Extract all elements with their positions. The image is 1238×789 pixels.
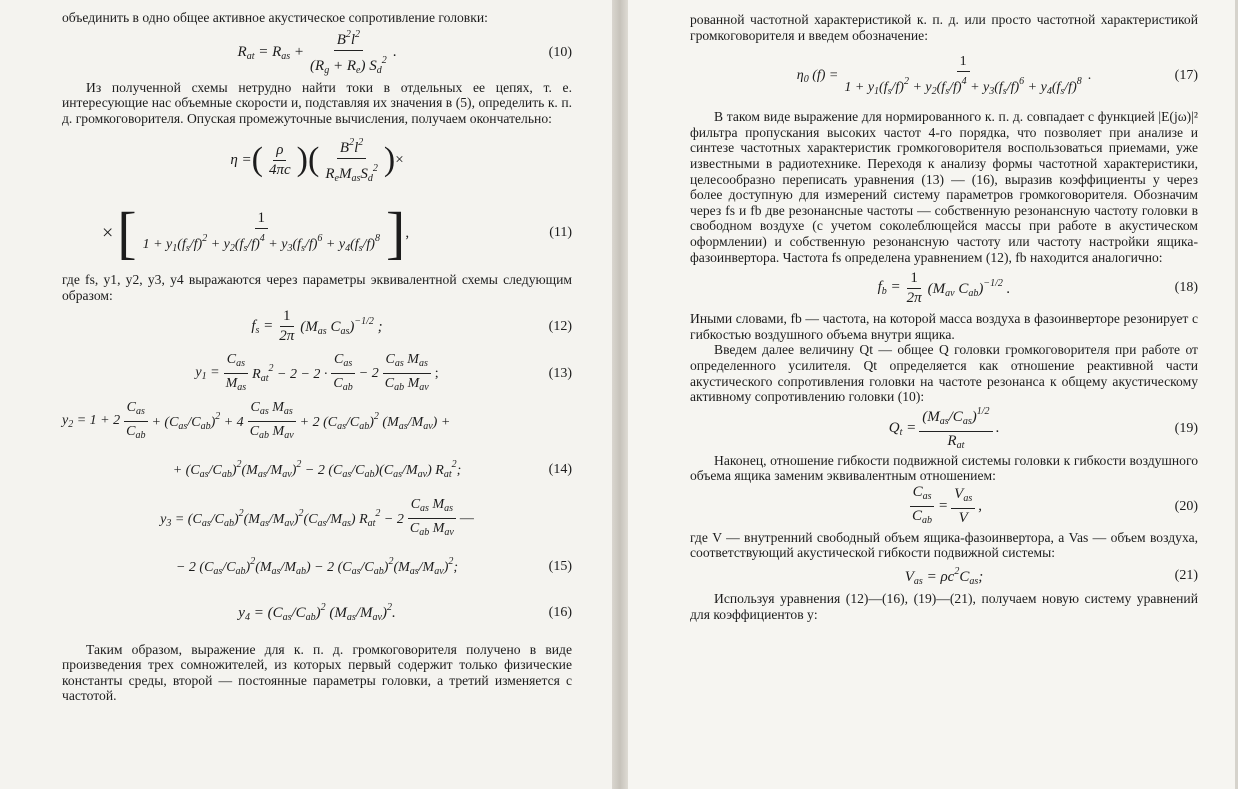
text-v: где V — внутренний свободный объем ящика-фазоинвертора, а Vas — объем воздуха, соответствующий акустической гибкости подвижной системы: <box>690 529 1198 561</box>
equation-21: $V_{as} = \rho c^2C_{as}$; (21) <box>904 565 1198 587</box>
eq19-number: (19) <box>1174 420 1198 436</box>
equation-20: $C_{as}$ $C_{ab}$ = $V_{as}$ V , (20) <box>690 484 1198 530</box>
eq21-number: (21) <box>1174 568 1198 584</box>
equation-15-part2: − 2 $(C_{as}/C_{ab})^2(M_{as}/M_{ab}) - 2$ $(C_{as}/C_{ab})^2(M_{as}/M_{av})^2$; (15) <box>175 556 572 578</box>
eq13-number: (13) <box>548 365 572 381</box>
text-conclusion: Таким образом, выражение для к. п. д. громкоговорителя получено в виде произведения трех сомножителей, из которых первый содержит только физические константы среды, второй — постоянные параметры головки, а третий изменяется с частотой. <box>62 641 572 704</box>
text-normalized: В таком виде выражение для нормированного к. п. д. совпадает с функцией |E(jω)|² фильтра пропускания высоких частот 4-го порядка, что позволяет при анализе и синтезе частотных характеристик громкоговорителя воспользоваться приемами, уже известными в радиотехнике. Переходя к анализу формы частотной характеристики, целесообразно переписать уравнения (13) — (16), выразив коэффициенты y через более доступную для измерений систему параметров громкоговорителя. Обозначим через fs и fb две резонансные частоты — собственную резонансную частоту головки в свободном воздухе (с учетом соколеблющейся массы при работе в акустическом оформлении) и собственную резонансную частоту или частоту настройки ящика-фазоинвертора. Частота fs определена уравнением (12), fb находится аналогично: <box>690 109 1198 265</box>
eq14-number: (14) <box>548 461 572 477</box>
equation-15-part1: $y_3 = (C_{as}/C_{ab})^2(M_{as}/M_{av})^2(C_{as}/M_{as}) R_{at}^2 - 2$ $C_{as}$ $M_{as}$ $C_{ab}$ $M_{av}$ — <box>160 497 474 539</box>
eq10-number: (10) <box>548 44 572 60</box>
equation-14-part1: $y_2 = 1 + 2$ $C_{as}$ $C_{ab}$ + $(C_{as}/C_{ab})^2 + 4$ $C_{as}$ $M_{as}$ $C_{ab}$ $M_{av}$ + 2 $(C_{as}/C_{ab})^2$ $(M_{as}/M_{av})$ + <box>62 400 451 442</box>
text-using: Используя уравнения (12)—(16), (19)—(21), получаем новую систему уравнений для коэффициентов y: <box>690 591 1198 622</box>
text-top: рованной частотной характеристикой к. п. д. или просто частотной характеристикой громкоговорителя и введем обозначение: <box>690 12 1198 43</box>
equation-10: $R_{at} = R_{as}$ + $\frac{B^2l^2}{(R_g + R_e) S_d^2}$ . (10) <box>62 26 572 80</box>
eq11-number: (11) <box>549 225 572 241</box>
book-gutter <box>612 0 628 789</box>
equation-19: $Q_t$ = $(M_{as}/C_{as})^{1/2}$ $R_{at}$ . (19) <box>690 405 1198 453</box>
eq15-number: (15) <box>548 558 572 574</box>
eq17-number: (17) <box>1174 68 1198 84</box>
eq12-number: (12) <box>548 318 572 334</box>
equation-16: $y_4 = (C_{as}/C_{ab})^2$ $(M_{as}/M_{av})^2$. (16) <box>238 602 572 624</box>
eq18-number: (18) <box>1174 280 1198 296</box>
text-after-10: Из полученной схемы нетрудно найти токи в отдельных ее цепях, т. е. интересующие нас объемные скорости и, подставляя их значения в (5), определить к. п. д. громкоговорителя. Опуская промежуточные вычисления, получаем окончательно: <box>62 79 572 126</box>
equation-18: $f_b$ = $\frac{1}{2\pi}$ ($M_{av}$ $C_{ab})^{-1/2}$ . (18) <box>877 269 1198 306</box>
equation-13: $y_1$ = $C_{as}$ $M_{as}$ $R_{at}^2 - 2 - 2$ · $C_{as}$ $C_{ab}$ − 2 $C_{as}$ $M_{as}$ $C_{ab}$ $M_{av}$ ; (13) <box>195 352 572 394</box>
equation-12: $f_s$ = $\frac{1}{2\pi}$ ($M_{as}$ $C_{as})^{-1/2}$ ; (12) <box>251 308 572 345</box>
right-page <box>628 0 1238 789</box>
equation-11-part2: × [ 1 $1 + y_1(f_s/f)^2 + y_2(f_s/f)^4 + y_3(f_s/f)^6 + y_4(f_s/f)^8$ ] , (11) <box>102 200 572 266</box>
text-intro: объединить в одно общее активное акустическое сопротивление головки: <box>62 10 488 25</box>
equation-17: $\eta_0$ (f) = $\frac{1}{1 + y_1(f_s/f)^2 + y_2(f_s/f)^4 + y_3(f_s/f)^6 + y_4(f_s/f)^8}$ . (17) <box>796 53 1198 97</box>
equation-11-part1: η = ( ρ 4πc ) ( $B^2l^2$ $R_eM_{as}S_d^2$ ) × <box>62 126 572 194</box>
eq20-number: (20) <box>1174 498 1198 514</box>
left-page <box>0 0 612 789</box>
text-ratio: Наконец, отношение гибкости подвижной системы головки к гибкости воздушного объема ящика заменим эквивалентным отношением: <box>690 452 1198 484</box>
equation-14-part2: + $(C_{as}/C_{ab})^2(M_{as}/M_{av})^2 - 2$ $(C_{as}/C_{ab})(C_{as}/M_{av})$ $R_{at}^2$; (14) <box>172 459 572 481</box>
eq16-number: (16) <box>548 604 572 620</box>
text-qt: Введем далее величину Qt — общее Q головки громкоговорителя при работе от определенного усилителя. Qt определяется как отношение реактивной части акустического сопротивления головки на частоте резонанса к общему акустическому активному сопротивлению головки (10): <box>690 342 1199 405</box>
text-where: где fs, y1, y2, y3, y4 выражаются через параметры эквивалентной схемы следующим образом: <box>62 272 572 303</box>
text-fb: Иными словами, fb — частота, на которой масса воздуха в фазоинверторе резонирует с гибкостью воздушного объема внутри ящика. <box>690 311 1198 342</box>
